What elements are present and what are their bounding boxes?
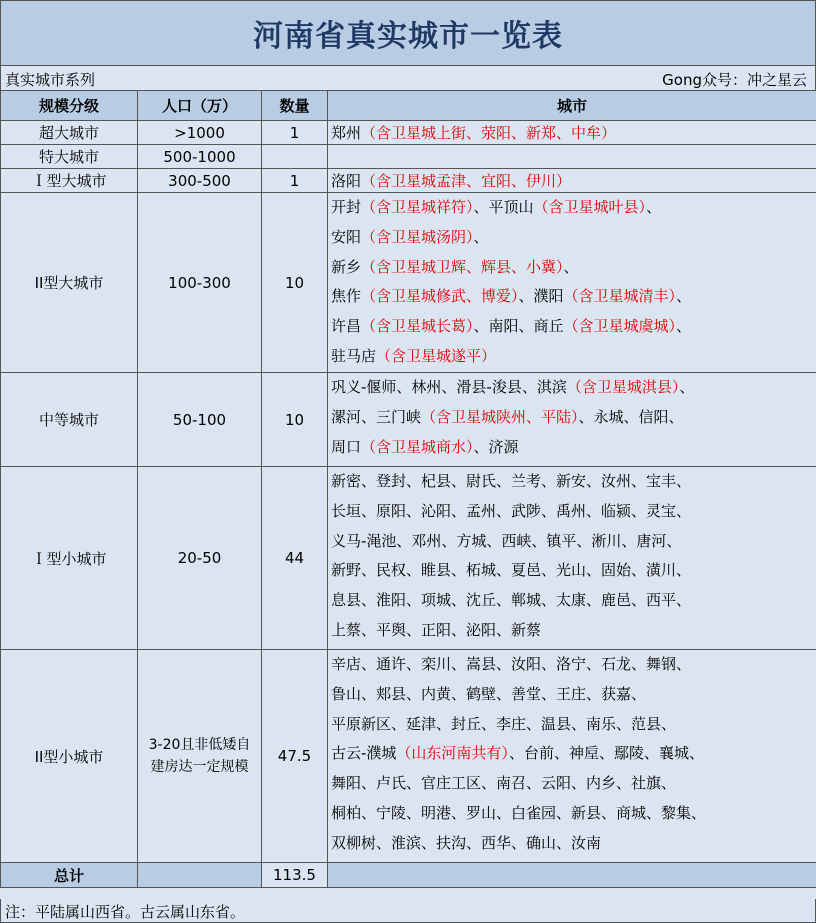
city-line (331, 223, 816, 253)
city-text: 、濮阳 (518, 287, 564, 306)
total-value: 113.5 (262, 863, 328, 888)
header-count: 数量 (262, 91, 328, 121)
population-cell: 500-1000 (138, 145, 262, 169)
city-line (331, 253, 816, 283)
tier-cell: 特大城市 (1, 145, 138, 169)
header-tier: 规模分级 (1, 91, 138, 121)
satellite-note: （含卫星城叶县） (533, 198, 647, 216)
city-text: 驻马店 (331, 346, 377, 365)
city-line (331, 586, 816, 616)
city-line (331, 467, 816, 497)
satellite-note: （含卫星城遂平） (376, 346, 497, 365)
tier-cell: II型大城市 (1, 193, 138, 373)
city-line (331, 739, 816, 769)
city-text: 上蔡、平舆、正阳、泌阳、新蔡 (331, 620, 542, 639)
city-line (331, 433, 816, 463)
satellite-note: （含卫星城祥符） (361, 198, 474, 216)
satellite-note: （含卫星城修武、博爱） (361, 287, 519, 306)
city-text: 息县、淮阳、项城、沈丘、郸城、太康、鹿邑、西平、 (331, 591, 692, 610)
city-text: 桐柏、宁陵、明港、罗山、白雀园、新县、商城、黎集、 (331, 803, 707, 822)
header-population: 人口（万） (138, 91, 262, 121)
city-line (331, 799, 816, 829)
footnote (0, 899, 816, 923)
city-line (331, 193, 816, 223)
count-cell: 10 (262, 193, 328, 373)
city-text: 开封 (331, 198, 362, 216)
satellite-note: （含卫星城卫辉、辉县、小冀） (361, 257, 564, 276)
city-line (331, 122, 816, 144)
city-text: 舞阳、卢氏、官庄工区、南召、云阳、内乡、社旗、 (331, 774, 677, 793)
cities-cell (328, 121, 816, 145)
satellite-note: （含卫星城淇县） (566, 378, 680, 396)
city-line (331, 373, 816, 403)
satellite-note: （含卫星城长葛） (361, 317, 474, 336)
tier-cell: Ｉ型小城市 (1, 467, 138, 650)
cities-cell (328, 373, 816, 467)
city-line (331, 769, 816, 799)
population-cell: 20-50 (138, 467, 262, 650)
city-text: 、南阳、商丘 (473, 317, 564, 336)
city-text: 、 (676, 317, 692, 336)
city-line (331, 616, 816, 646)
city-text: 、济源 (473, 437, 519, 456)
city-text: 长垣、原阳、沁阳、孟州、武陟、禹州、临颍、灵宝、 (331, 501, 692, 520)
city-line (331, 312, 816, 342)
count-cell: 44 (262, 467, 328, 650)
city-text: 焦作 (331, 287, 362, 306)
table-row (1, 373, 816, 467)
city-line (331, 497, 816, 527)
cities-cell (328, 169, 816, 193)
city-text: 新野、民权、睢县、柘城、夏邑、光山、固始、潢川、 (331, 561, 692, 580)
table-row (1, 650, 816, 863)
satellite-note: （含卫星城上街、荥阳、新郑、中牟） (361, 123, 617, 142)
cities-cell (328, 145, 816, 169)
account-label: Gong众号：冲之星云 (662, 71, 807, 89)
tier-cell: 超大城市 (1, 121, 138, 145)
satellite-note: （含卫星城商水） (361, 437, 474, 456)
city-text: 义马-渑池、邓州、方城、西峡、镇平、淅川、唐河、 (331, 531, 682, 550)
tier-cell: 中等城市 (1, 373, 138, 467)
city-text: 、 (676, 287, 692, 306)
count-cell: 47.5 (262, 650, 328, 863)
city-line (331, 650, 816, 680)
footnote-text: 注：平陆属山西省。古云属山东省。 (5, 903, 246, 921)
cities-cell (328, 650, 816, 863)
count-cell: 10 (262, 373, 328, 467)
city-text: 、 (473, 227, 489, 246)
city-line (331, 170, 816, 192)
city-line (331, 556, 816, 586)
city-table (0, 90, 816, 888)
title-bar (0, 0, 816, 66)
city-text: 、 (646, 198, 662, 216)
tier-cell: II型小城市 (1, 650, 138, 863)
population-cell: 300-500 (138, 169, 262, 193)
population-cell: 100-300 (138, 193, 262, 373)
satellite-note: （含卫星城汤阴） (361, 227, 474, 246)
city-line (331, 527, 816, 557)
city-text: 漯河、三门峡 (331, 407, 422, 426)
city-text: 新密、登封、杞县、尉氏、兰考、新安、汝州、宝丰、 (331, 472, 692, 490)
series-label: 真实城市系列 (5, 71, 96, 89)
city-text: 辛店、通许、栾川、嵩县、汝阳、洛宁、石龙、舞钢、 (331, 655, 692, 673)
satellite-note: （含卫星城孟津、宜阳、伊川） (361, 171, 572, 190)
city-text: 、 (679, 378, 695, 396)
city-text: 、永城、信阳、 (578, 407, 684, 426)
city-line (331, 829, 816, 859)
header-row (1, 91, 816, 121)
count-cell: 1 (262, 169, 328, 193)
population-cell: >1000 (138, 121, 262, 145)
tier-cell: Ｉ型大城市 (1, 169, 138, 193)
city-text: 鲁山、郏县、内黄、鹤壁、善堂、王庄、获嘉、 (331, 684, 647, 703)
city-text: 洛阳 (331, 171, 362, 190)
city-line (331, 710, 816, 740)
satellite-note: （含卫星城虞城） (563, 317, 677, 336)
city-text: 许昌 (331, 317, 362, 336)
city-line (331, 680, 816, 710)
count-cell: 1 (262, 121, 328, 145)
city-text: 、 (563, 257, 579, 276)
cities-cell (328, 193, 816, 373)
population-cell: 50-100 (138, 373, 262, 467)
city-line (331, 342, 816, 372)
city-line (331, 403, 816, 433)
table-row (1, 145, 816, 169)
city-text: 新乡 (331, 257, 362, 276)
total-empty-2 (328, 863, 816, 888)
table-row (1, 169, 816, 193)
table-row (1, 467, 816, 650)
city-text: 双柳树、淮滨、扶沟、西华、确山、汝南 (331, 833, 602, 852)
table-row (1, 121, 816, 145)
satellite-note: （含卫星城陕州、平陆） (421, 407, 579, 426)
subtitle-bar (0, 66, 816, 91)
city-text: 安阳 (331, 227, 362, 246)
city-text: 、平顶山 (473, 198, 534, 216)
population-cell: 3-20且非低矮自建房达一定规模 (138, 650, 262, 863)
table-row (1, 193, 816, 373)
total-empty (138, 863, 262, 888)
city-text: 郑州 (331, 123, 362, 142)
total-label: 总计 (1, 863, 138, 888)
satellite-note: （山东河南共有） (396, 744, 509, 763)
count-cell (262, 145, 328, 169)
city-line (331, 282, 816, 312)
city-text: 平原新区、延津、封丘、李庄、温县、南乐、范县、 (331, 714, 677, 733)
city-text: 古云-濮城 (331, 744, 397, 763)
satellite-note: （含卫星城清丰） (563, 287, 677, 306)
city-text: 、台前、神垕、鄢陵、襄城、 (508, 744, 704, 763)
total-row (1, 863, 816, 888)
cities-cell (328, 467, 816, 650)
header-cities: 城市 (328, 91, 816, 121)
page-title: 河南省真实城市一览表 (253, 19, 563, 54)
city-text: 巩义-偃师、林州、滑县-浚县、淇滨 (331, 378, 567, 396)
city-text: 周口 (331, 437, 362, 456)
